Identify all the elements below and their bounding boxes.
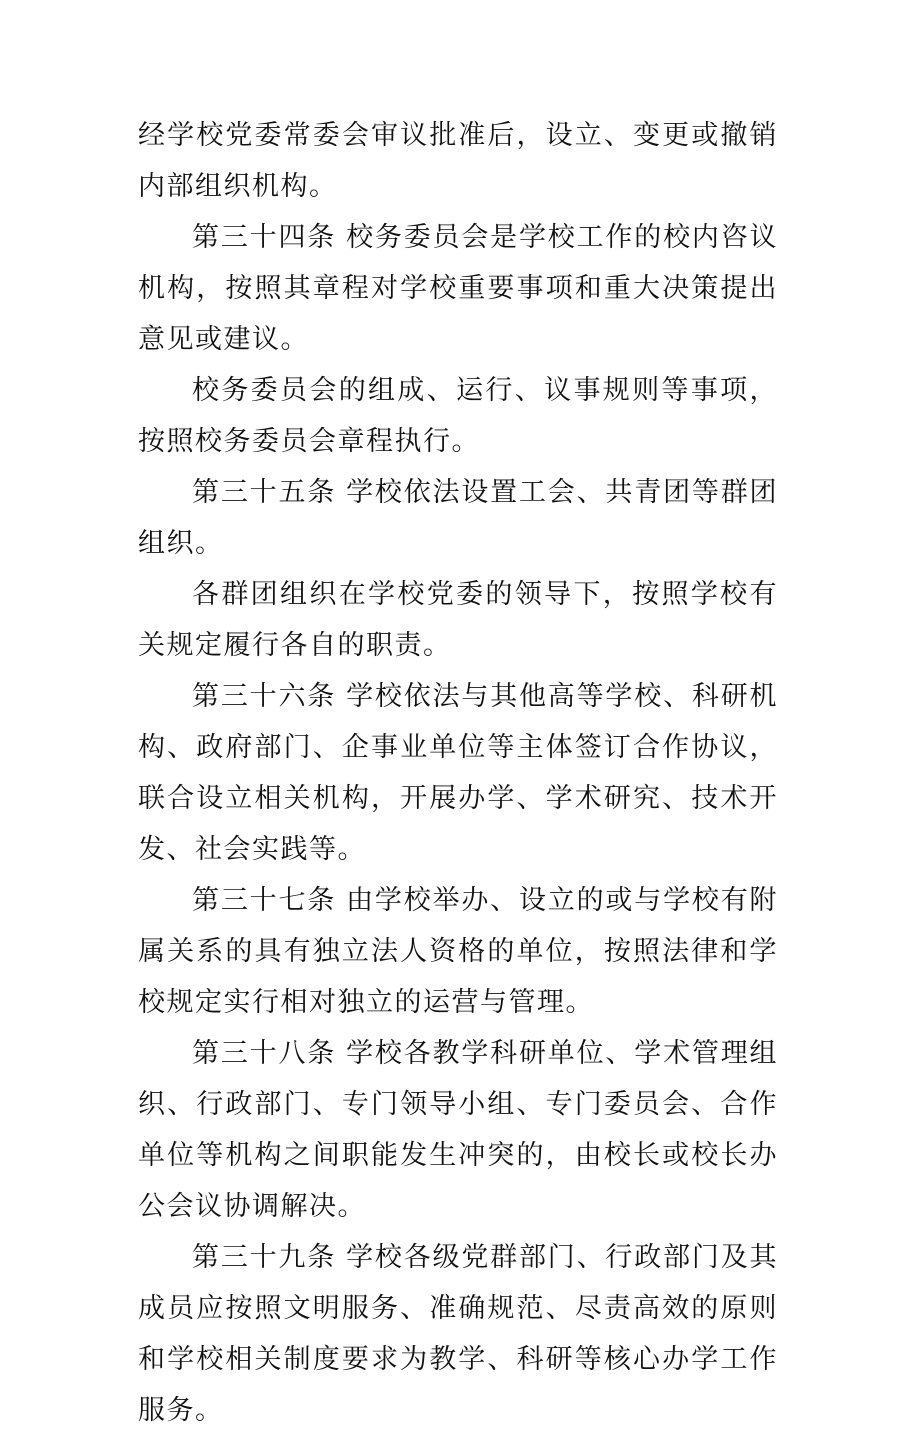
- article-number: 第三十四条: [192, 222, 337, 253]
- article-34: [138, 212, 778, 365]
- paragraph-text: 由学校举办、设立的或与学校有附属关系的具有独立法人资格的单位，按照法律和学校规定实行相对独立的运营与管理。: [138, 885, 779, 1018]
- paragraph-text: 学校依法设置工会、共青团等群团组织。: [138, 477, 779, 559]
- article-37: [138, 875, 778, 1028]
- paragraph-text: 学校依法与其他高等学校、科研机构、政府部门、企事业单位等主体签订合作协议，联合设立相关机构，开展办学、学术研究、技术开发、社会实践等。: [138, 681, 779, 865]
- paragraph-continuation: [138, 110, 778, 212]
- paragraph-text: 校务委员会是学校工作的校内咨议机构，按照其章程对学校重要事项和重大决策提出意见或建议。: [138, 222, 779, 355]
- paragraph-text: 学校各级党群部门、行政部门及其成员应按照文明服务、准确规范、尽责高效的原则和学校相关制度要求为教学、科研等核心办学工作服务。: [138, 1242, 779, 1426]
- article-number: 第三十五条: [192, 477, 337, 508]
- article-39: [138, 1232, 778, 1436]
- article-35: [138, 467, 778, 569]
- paragraph-text: 校务委员会的组成、运行、议事规则等事项，按照校务委员会章程执行。: [138, 375, 778, 457]
- article-number: 第三十九条: [192, 1242, 337, 1273]
- paragraph-text: 经学校党委常委会审议批准后，设立、变更或撤销内部组织机构。: [138, 120, 778, 202]
- paragraph-council-rules: [138, 365, 778, 467]
- article-number: 第三十七条: [192, 885, 337, 916]
- paragraph-text: 各群团组织在学校党委的领导下，按照学校有关规定履行各自的职责。: [138, 579, 778, 661]
- article-number: 第三十六条: [192, 681, 337, 712]
- article-36: [138, 671, 778, 875]
- document-body: [138, 110, 778, 1436]
- article-38: [138, 1028, 778, 1232]
- paragraph-text: 学校各教学科研单位、学术管理组织、行政部门、专门领导小组、专门委员会、合作单位等机构之间职能发生冲突的，由校长或校长办公会议协调解决。: [138, 1038, 779, 1222]
- paragraph-mass-organizations: [138, 569, 778, 671]
- article-number: 第三十八条: [192, 1038, 337, 1069]
